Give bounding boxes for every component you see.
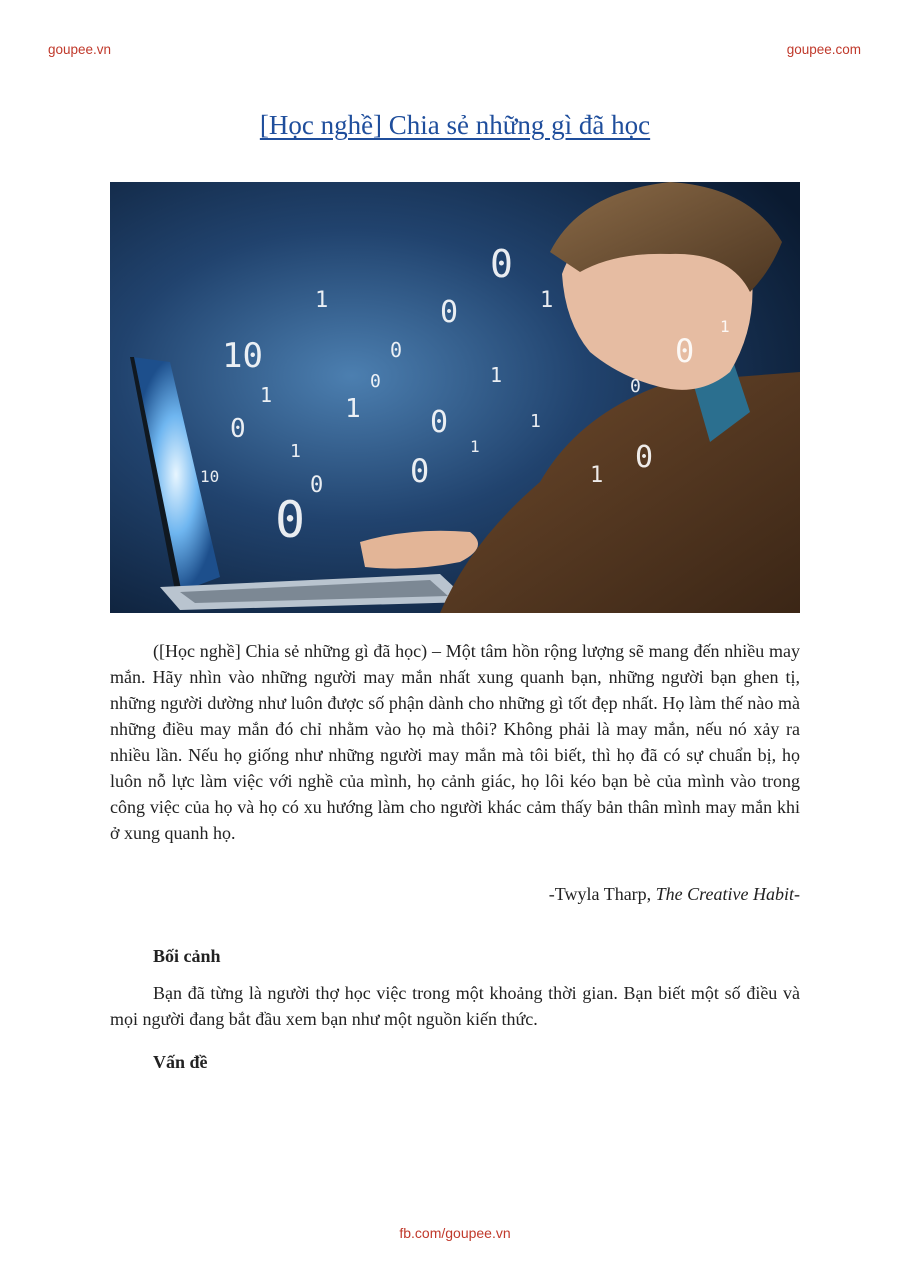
binary-glyph: 0 <box>630 376 641 397</box>
binary-glyph: 0 <box>430 405 449 440</box>
section-heading-problem: Vấn đề <box>153 1052 208 1072</box>
quote-author: -Twyla Tharp, <box>548 884 656 904</box>
intro-paragraph-text: ([Học nghề] Chia sẻ những gì đã học) – Một tâm hồn rộng lượng sẽ mang đến nhiều may mắn. Hãy nhìn vào những người may mắn nhất xung quanh bạn, những người bạn ghen tị, những người dường như luôn được số phận dành cho những gì tốt đẹp nhất. Họ làm thế nào mà những điều may mắn đó chỉ nhằm vào họ mà thôi? Không phải là may mắn, nếu nó xảy ra nhiều lần. Nếu họ giống như những người may mắn mà tôi biết, thì họ đã có sự chuẩn bị, họ luôn nỗ lực làm việc với nghề của mình, họ cảnh giác, họ lôi kéo bạn bè của mình vào trong công việc của họ và họ có xu hướng làm cho người khác cảm thấy bản thân mình may mắn khi ở xung quanh họ. <box>110 641 800 843</box>
binary-glyph: 0 <box>275 491 306 549</box>
binary-glyph: 0 <box>675 332 695 370</box>
binary-glyph: 10 <box>200 467 220 486</box>
binary-glyph: 0 <box>310 473 324 498</box>
binary-glyph: 0 <box>370 371 381 392</box>
intro-paragraph <box>110 638 800 846</box>
binary-glyph: 0 <box>440 295 459 330</box>
binary-glyph: 10 <box>222 336 263 376</box>
section-heading-context: Bối cảnh <box>153 946 221 966</box>
binary-glyph: 0 <box>230 414 246 444</box>
header-site-left[interactable]: goupee.vn <box>48 42 112 57</box>
binary-glyph: 1 <box>490 363 503 387</box>
binary-glyph: 1 <box>590 463 604 488</box>
binary-glyph: 1 <box>720 317 730 336</box>
context-paragraph <box>110 980 800 1032</box>
binary-glyph: 1 <box>470 437 480 456</box>
binary-glyph: 1 <box>530 411 541 432</box>
footer-link[interactable]: fb.com/goupee.vn <box>399 1225 511 1241</box>
binary-glyph: 1 <box>260 383 273 407</box>
binary-glyph: 1 <box>290 441 301 462</box>
binary-glyph: 1 <box>345 394 361 424</box>
quote-attribution <box>549 884 800 905</box>
binary-glyph: 0 <box>410 452 430 490</box>
binary-glyph: 0 <box>490 242 513 286</box>
binary-glyph: 1 <box>315 288 329 313</box>
quote-work: The Creative Habit <box>655 884 794 904</box>
quote-suffix: - <box>794 884 800 904</box>
binary-glyph: 0 <box>635 440 654 475</box>
hero-image <box>110 182 800 613</box>
article-title[interactable]: [Học nghề] Chia sẻ những gì đã học <box>259 110 651 140</box>
binary-glyph: 1 <box>540 288 554 313</box>
binary-glyph: 0 <box>390 338 403 362</box>
header-site-right[interactable]: goupee.com <box>786 42 861 57</box>
context-paragraph-text: Bạn đã từng là người thợ học việc trong một khoảng thời gian. Bạn biết một số điều và mọi người đang bắt đầu xem bạn như một nguồn kiến thức. <box>110 983 800 1029</box>
